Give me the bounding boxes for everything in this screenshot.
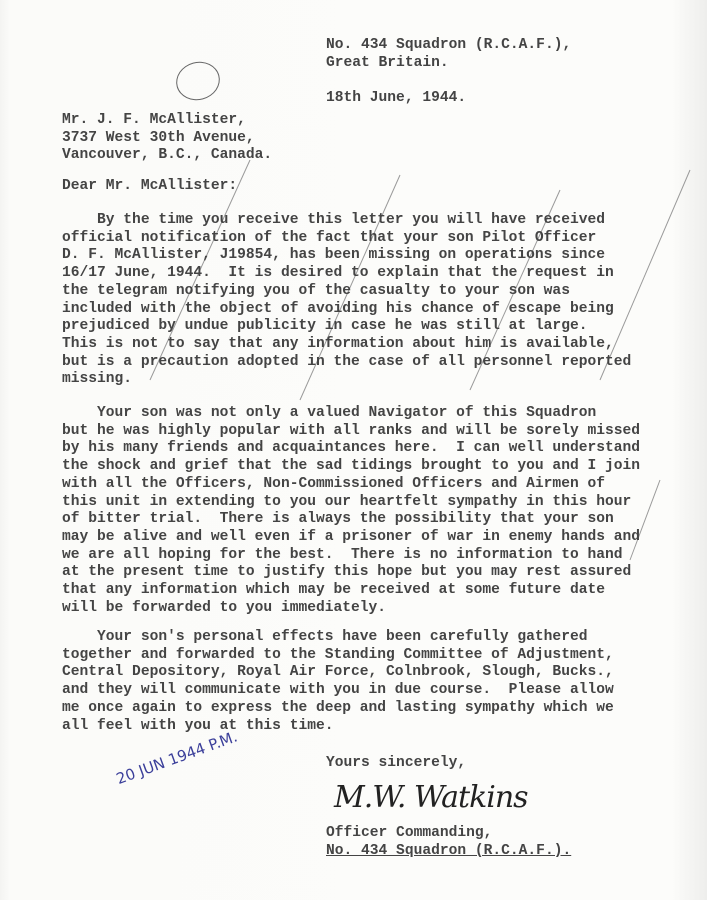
signatory-title: Officer Commanding, — [326, 825, 493, 841]
paragraph-2-line: by his many friends and acquaintances here. I can well understand — [62, 440, 641, 457]
paragraph-1-line: missing. — [62, 371, 133, 388]
paragraph-2-line: at the present time to justify this hope but you may rest assured — [62, 564, 632, 581]
paragraph-1-line: official notification of the fact that your son Pilot Officer — [62, 229, 597, 246]
salutation: Dear Mr. McAllister: — [62, 178, 238, 194]
paragraph-1-line: but is a precaution adopted in the case of all personnel reported — [62, 353, 632, 370]
valediction: Yours sincerely, — [326, 755, 467, 771]
paragraph-1-line: the telegram notifying you of the casualty to your son was — [62, 282, 570, 299]
paragraph-1-line: included with the object of avoiding his chance of escape being — [62, 300, 614, 317]
paragraph-1-line: By the time you receive this letter you will have received — [62, 212, 605, 228]
signatory-unit: No. 434 Squadron (R.C.A.F.). — [326, 843, 572, 859]
paragraph-1-line: D. F. McAllister, J19854, has been missing on operations since — [62, 247, 605, 264]
paragraph-3-line: Your son's personal effects have been carefully gathered — [62, 629, 588, 645]
paragraph-2-line: Your son was not only a valued Navigator of this Squadron — [62, 405, 597, 421]
received-date-stamp: 20 JUN 1944 P.M. — [113, 727, 240, 788]
sender-location: Great Britain. — [326, 55, 449, 71]
recipient-name: Mr. J. F. McAllister, — [62, 112, 246, 128]
recipient-city: Vancouver, B.C., Canada. — [62, 147, 273, 163]
letter-date: 18th June, 1944. — [326, 90, 467, 106]
sender-unit: No. 434 Squadron (R.C.A.F.), — [326, 37, 572, 53]
paragraph-2-line: the shock and grief that the sad tidings brought to you and I join — [62, 458, 641, 475]
paragraph-2-line: with all the Officers, Non-Commissioned Officers and Airmen of — [62, 475, 605, 492]
paragraph-1-line: prejudiced by undue publicity in case he was still at large. — [62, 318, 588, 335]
paragraph-3-line: and they will communicate with you in due course. Please allow — [62, 682, 614, 699]
paragraph-2-line: this unit in extending to you our heartfelt sympathy in this hour — [62, 493, 632, 510]
paragraph-2-line: will be forwarded to you immediately. — [62, 599, 387, 616]
signature: M.W. Watkins — [334, 780, 528, 815]
paragraph-3-line: all feel with you at this time. — [62, 717, 334, 734]
paragraph-2-line: of bitter trial. There is always the possibility that your son — [62, 511, 614, 528]
paragraph-2-line: may be alive and well even if a prisoner of war in enemy hands and — [62, 528, 641, 545]
paragraph-1-line: This is not to say that any information about him is available, — [62, 335, 614, 352]
recipient-street: 3737 West 30th Avenue, — [62, 130, 255, 146]
paragraph-2-line: we are all hoping for the best. There is no information to hand — [62, 546, 623, 563]
paragraph-2-line: but he was highly popular with all ranks and will be sorely missed — [62, 422, 641, 439]
paragraph-1-line: 16/17 June, 1944. It is desired to explain that the request in — [62, 265, 614, 282]
paragraph-3-line: together and forwarded to the Standing Committee of Adjustment, — [62, 646, 614, 663]
paragraph-2-line: that any information which may be received at some future date — [62, 582, 605, 598]
paragraph-3-line: me once again to express the deep and lasting sympathy which we — [62, 699, 614, 716]
paragraph-3-line: Central Depository, Royal Air Force, Colnbrook, Slough, Bucks., — [62, 664, 614, 681]
